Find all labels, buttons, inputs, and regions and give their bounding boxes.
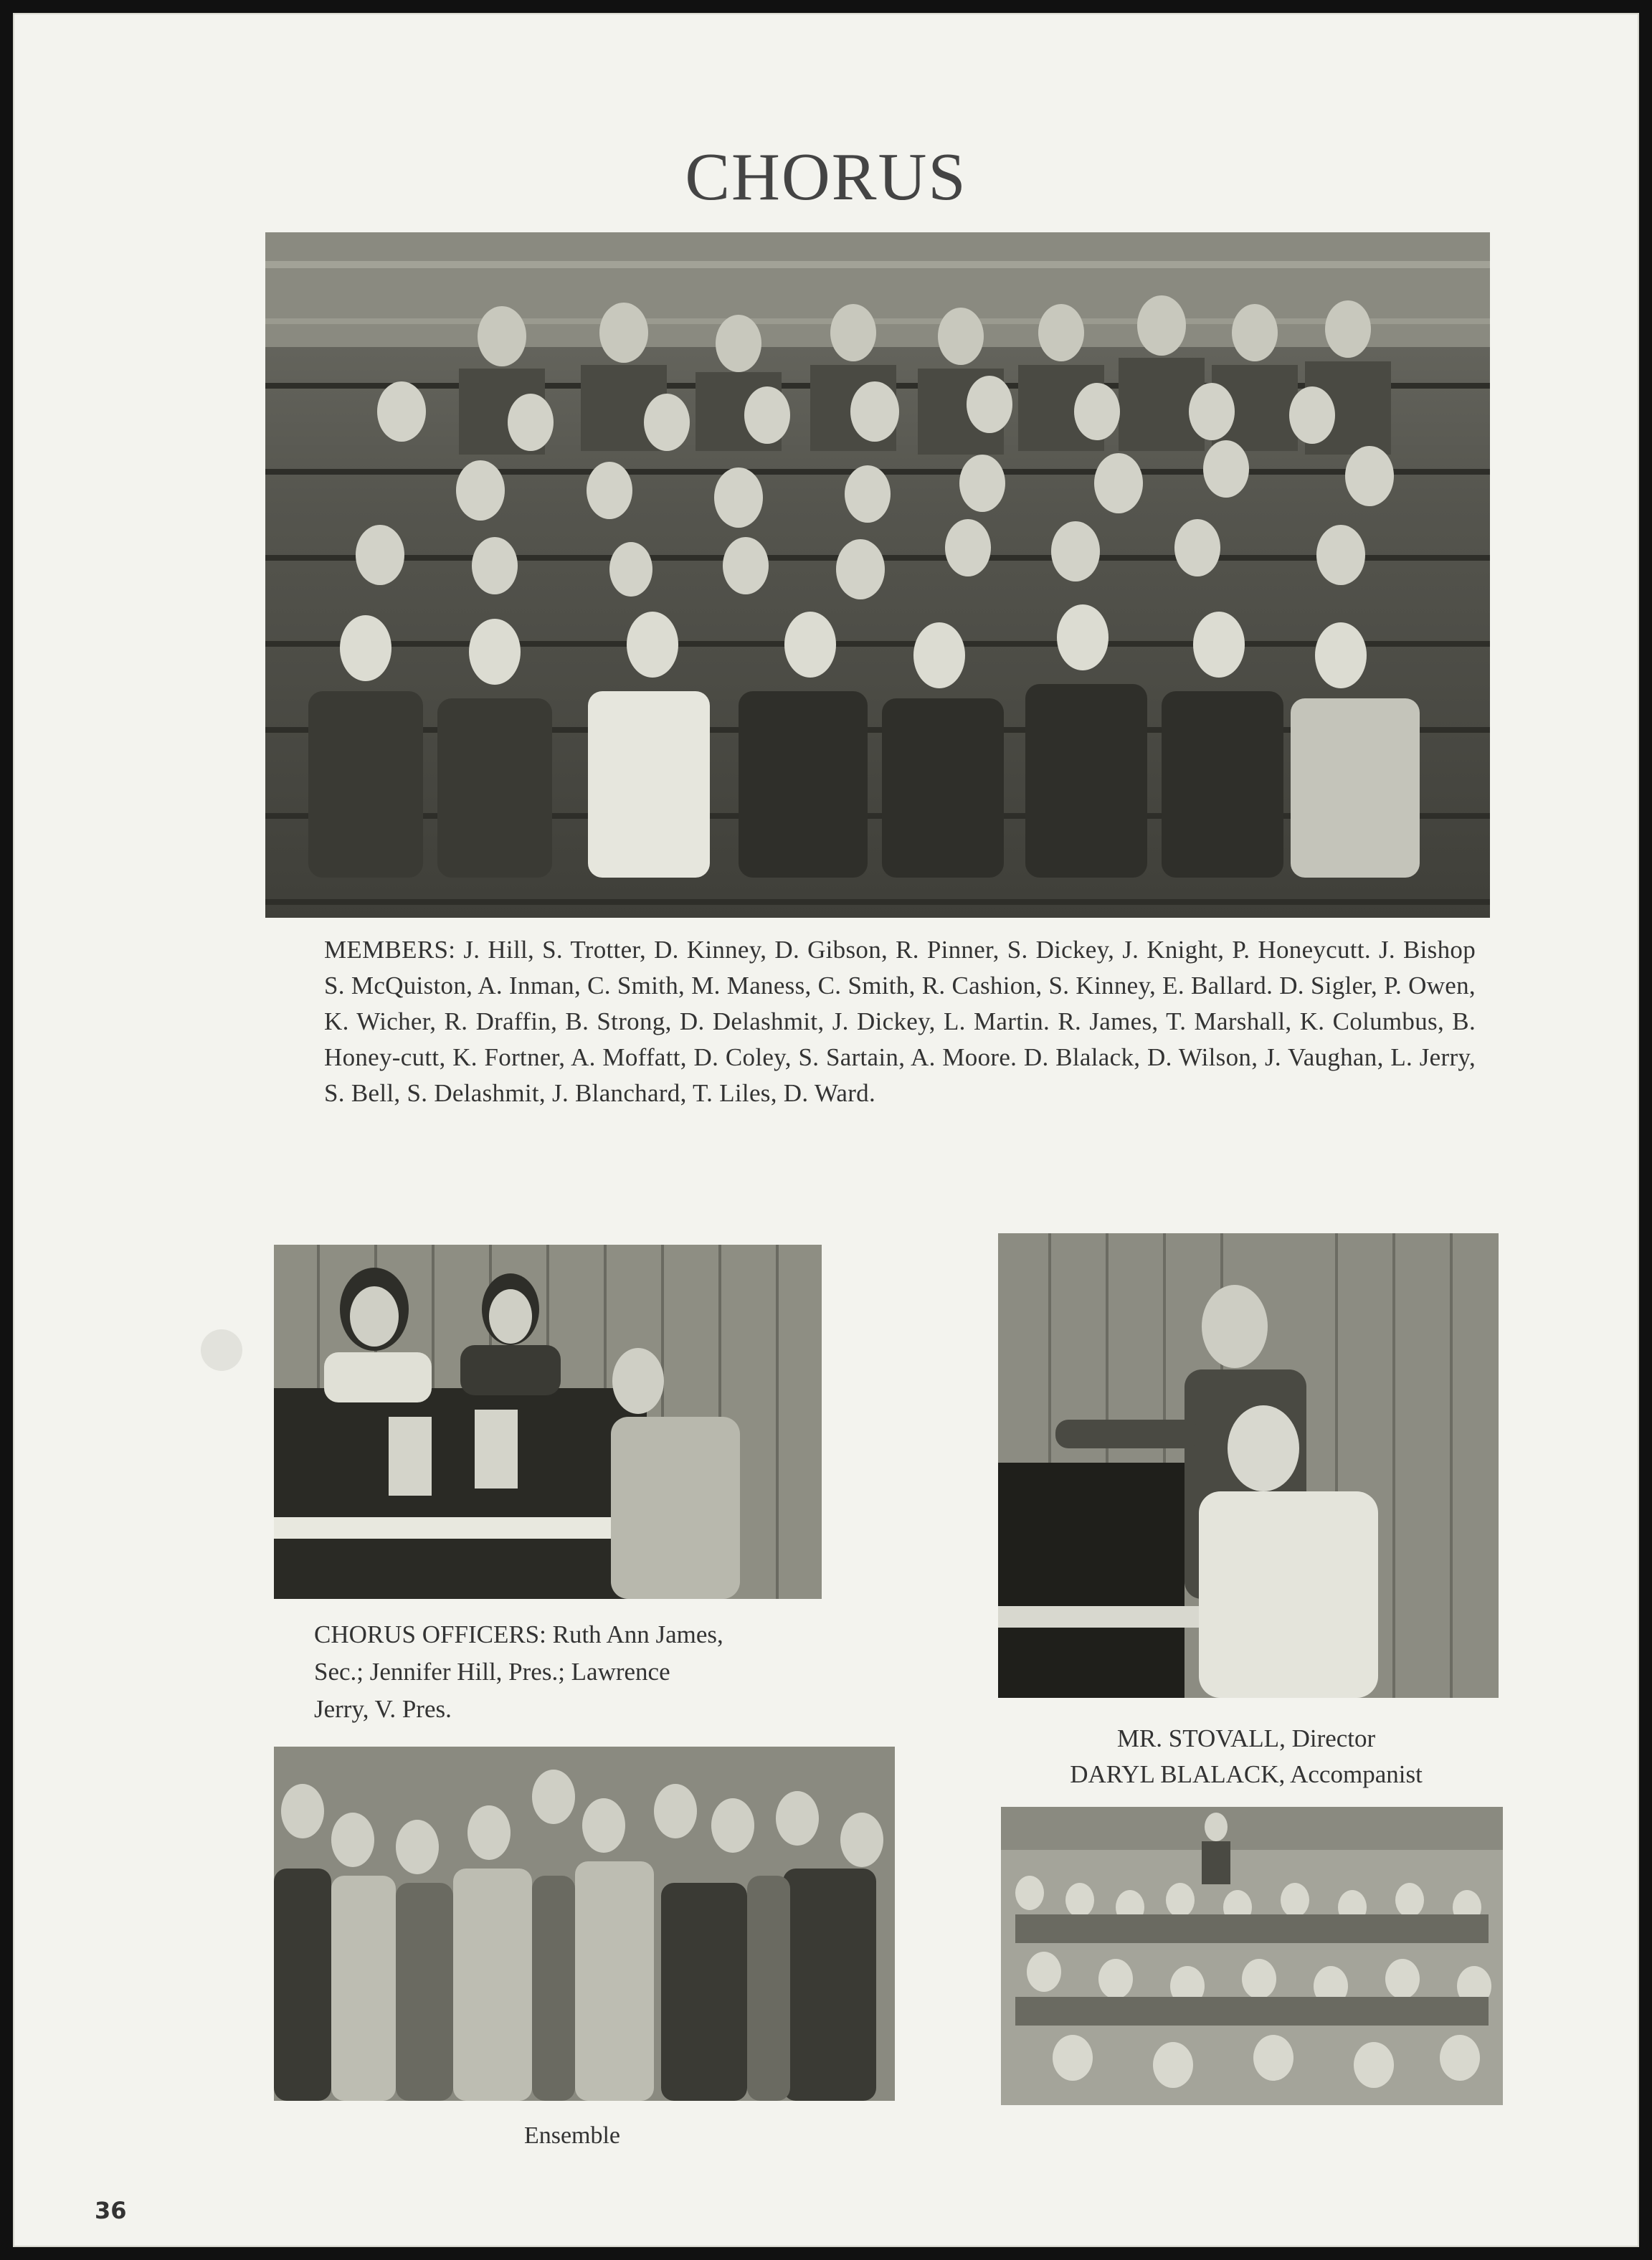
- officers-caption-line: CHORUS OFFICERS: Ruth Ann James,: [314, 1620, 723, 1648]
- accompanist-caption-line: DARYL BLALACK, Accompanist: [1070, 1760, 1423, 1788]
- classroom-photo: [1001, 1807, 1503, 2105]
- ensemble-caption: Ensemble: [523, 2122, 621, 2149]
- ensemble-photo: [274, 1747, 895, 2101]
- page-title: CHORUS: [685, 140, 967, 214]
- chorus-group-photo: [265, 232, 1490, 918]
- chorus-officers-photo: [274, 1245, 822, 1599]
- yearbook-page: [13, 13, 1639, 2247]
- director-caption: [1002, 1721, 1490, 1793]
- officers-caption-line: Sec.; Jennifer Hill, Pres.; Lawrence: [314, 1658, 670, 1686]
- director-photo: [998, 1233, 1499, 1698]
- page-blemish: [201, 1329, 242, 1371]
- officers-caption-line: Jerry, V. Pres.: [314, 1695, 452, 1723]
- members-caption: MEMBERS: J. Hill, S. Trotter, D. Kinney, D. Gibson, R. Pinner, S. Dickey, J. Knight, P. Honeycutt. J. Bishop S. McQuiston, A. Inman, C. Smith, M. Maness, C. Smith, R. Cashion, S. Kinney, E. Ballard. D. Sigler, P. Owen, K. Wicher, R. Draffin, B. Strong, D. Delashmit, J. Dickey, L. Martin. R. James, T. Marshall, K. Columbus, B. Honey-cutt, K. Fortner, A. Moffatt, D. Coley, S. Sartain, A. Moore. D. Blalack, D. Wilson, J. Vaughan, L. Jerry, S. Bell, S. Delashmit, J. Blanchard, T. Liles, D. Ward.: [324, 936, 1476, 1107]
- page-number: 36: [95, 2197, 127, 2224]
- director-caption-line: MR. STOVALL, Director: [1116, 1724, 1376, 1752]
- officers-caption: [314, 1616, 802, 1728]
